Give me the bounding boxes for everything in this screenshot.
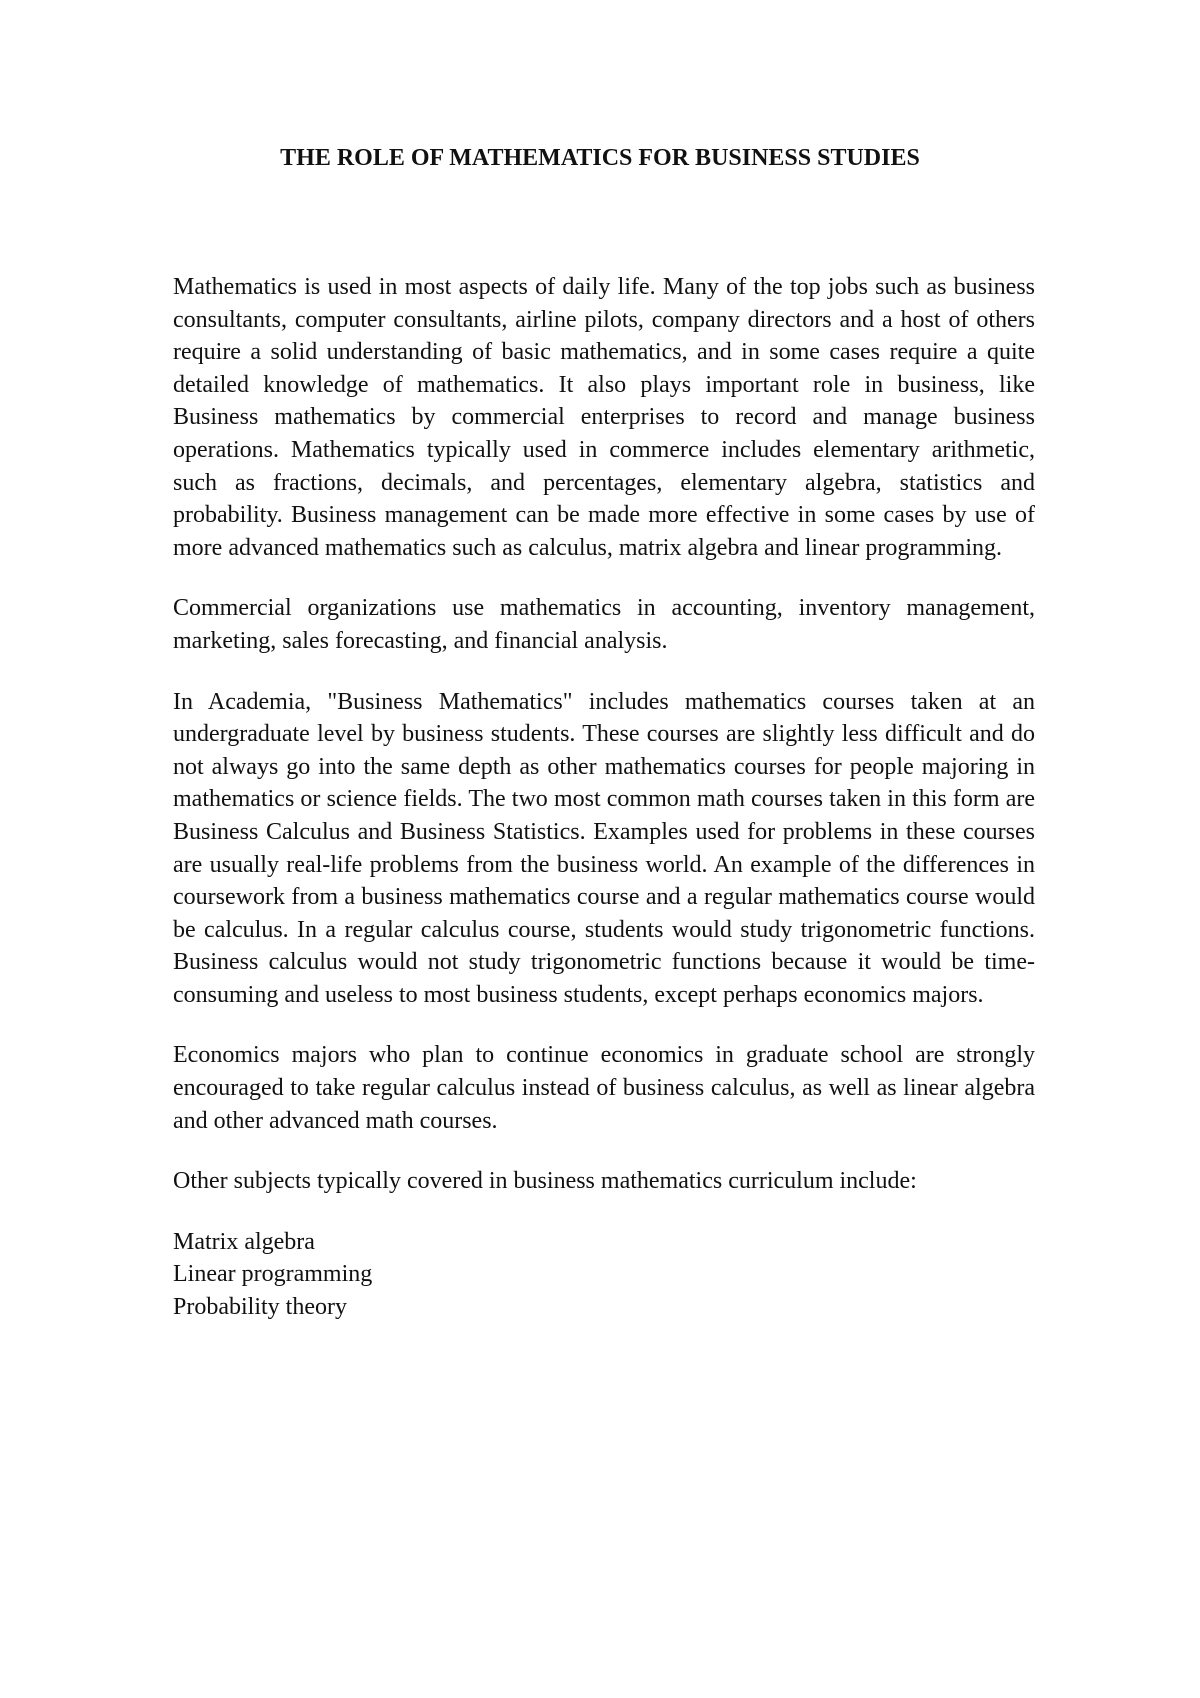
list-item: Linear programming [173, 1261, 373, 1288]
document-title: THE ROLE OF MATHEMATICS FOR BUSINESS STUDIES [280, 145, 920, 171]
document-body [173, 271, 1035, 1324]
paragraph-intro: Mathematics is used in most aspects of daily life. Many of the top jobs such as business consultants, computer consultants, airline pilots, company directors and a host of others require a solid understanding of basic mathematics, and in some cases require a quite detailed knowledge of mathematics. It also plays important role in business, like Business mathematics by commercial enterprises to record and manage business operations. Mathematics typically used in commerce includes elementary arithmetic, such as fractions, decimals, and percentages, elementary algebra, statistics and probability. Business management can be made more effective in some cases by use of more advanced mathematics such as calculus, matrix algebra and linear programming. [173, 274, 1035, 561]
paragraph-commercial: Commercial organizations use mathematics in accounting, inventory management, marketing, sales forecasting, and financial analysis. [173, 595, 1035, 654]
list-item: Probability theory [173, 1294, 347, 1321]
paragraph-other-subjects: Other subjects typically covered in business mathematics curriculum include: [173, 1168, 917, 1195]
paragraph-economics: Economics majors who plan to continue economics in graduate school are strongly encouraged to take regular calculus instead of business calculus, as well as linear algebra and other advanced math courses. [173, 1042, 1035, 1134]
subjects-list [173, 1226, 1035, 1324]
paragraph-academia: In Academia, "Business Mathematics" includes mathematics courses taken at an undergraduate level by business students. These courses are slightly less difficult and do not always go into the same depth as other mathematics courses for people majoring in mathematics or science fields. The two most common math courses taken in this form are Business Calculus and Business Statistics. Examples used for problems in these courses are usually real-life problems from the business world. An example of the differences in coursework from a business mathematics course and a regular mathematics course would be calculus. In a regular calculus course, students would study trigonometric functions. Business calculus would not study trigonometric functions because it would be time- consuming and useless to most business students, except perhaps economics majors. [173, 688, 1035, 1008]
list-item: Matrix algebra [173, 1228, 315, 1255]
